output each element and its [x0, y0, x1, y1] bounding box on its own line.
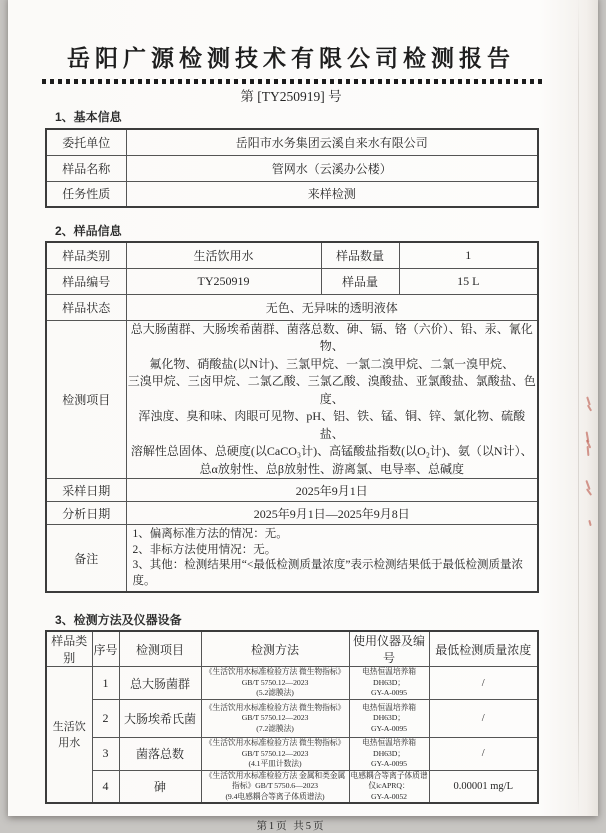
- method-line: GB/T 5750.12—2023: [241, 713, 309, 723]
- test-items-line: 氟化物、硝酸盐(以N计)、三氯甲烷、一氯二溴甲烷、二氯一溴甲烷、: [149, 356, 515, 371]
- instrument-line: DH63D；: [373, 713, 405, 723]
- row-value: 2025年9月1日—2025年9月8日: [126, 502, 538, 525]
- test-items-line: 溶解性总固体、总硬度(以CaCO₃计)、高锰酸盐指数(以O₂计)、氨（以N计）、: [130, 444, 533, 458]
- remarks-line: 2、非标方法使用情况：无。: [132, 543, 277, 556]
- column-header: 使用仪器及编号: [349, 631, 429, 667]
- instrument-cell: [349, 667, 429, 700]
- instrument-cell: [349, 770, 429, 803]
- table-row: [46, 700, 538, 738]
- method-line: (4.1平皿计数法): [248, 759, 302, 768]
- method-line: 指标》GB/T 5750.6—2023: [232, 781, 318, 790]
- row-label: 分析日期: [46, 502, 126, 525]
- remarks-line: 1、偏离标准方法的情况：无。: [132, 528, 288, 540]
- detection-limit-cell: /: [429, 667, 538, 700]
- seq-cell: 3: [92, 738, 119, 771]
- method-line: 《生活饮用水标准检验方法 微生物指标》: [204, 702, 346, 712]
- method-cell: [201, 667, 349, 700]
- table-row: [46, 181, 538, 207]
- stamp-stroke: [586, 488, 592, 496]
- table-row: [46, 294, 538, 320]
- row-label: 样品编号: [46, 268, 126, 294]
- instrument-line: 电热恒温培养箱: [362, 738, 416, 747]
- column-header: 检测项目: [119, 631, 201, 667]
- row-label: 备注: [46, 525, 126, 593]
- row-value: 来样检测: [126, 181, 538, 207]
- remarks-text: [126, 525, 538, 593]
- column-header: 最低检测质量浓度: [429, 631, 538, 667]
- instrument-line: 仪icAPRQ：: [368, 781, 410, 790]
- row-label: 任务性质: [46, 181, 126, 207]
- stamp-stroke: [588, 520, 591, 526]
- row-value: 管网水（云溪办公楼）: [126, 155, 538, 181]
- instrument-line: 电感耦合等离子体质谱: [350, 770, 428, 780]
- column-header: 序号: [92, 631, 119, 667]
- page-footer: 第1页 共5页: [256, 821, 326, 832]
- column-header: 检测方法: [201, 631, 349, 667]
- title-divider: [42, 79, 545, 84]
- table-row: [46, 738, 538, 771]
- table-header-row: [46, 631, 538, 667]
- instrument-cell: [349, 738, 429, 771]
- table-row: [46, 155, 538, 181]
- detection-limit-cell: /: [429, 700, 538, 738]
- sample-info-table: [45, 241, 539, 593]
- item-cell: 大肠埃希氏菌: [119, 700, 201, 738]
- instrument-line: GY-A-0095: [371, 759, 407, 768]
- method-line: (7.2滤膜法): [256, 723, 294, 733]
- row-label: 样品量: [321, 268, 399, 294]
- table-row: [46, 242, 538, 268]
- row-label: 样品状态: [46, 294, 126, 320]
- report-page: [8, 0, 598, 832]
- remarks-line: 3、其他：检测结果用“<最低检测质量浓度”表示检测结果低于最低检测质量浓度。: [132, 559, 523, 587]
- table-row: [46, 479, 538, 502]
- row-label: 样品类别: [46, 242, 126, 268]
- instrument-line: GY-A-0095: [371, 723, 407, 733]
- row-label: 委托单位: [46, 129, 126, 155]
- table-row: [46, 268, 538, 294]
- instrument-line: DH63D；: [373, 677, 405, 687]
- item-cell: 菌落总数: [119, 738, 201, 771]
- table-row: [46, 667, 538, 700]
- method-line: (9.4电感耦合等离子体质谱法): [225, 791, 325, 801]
- instrument-line: 电热恒温培养箱: [362, 702, 416, 712]
- edge-stamp-marks: [579, 394, 597, 569]
- seq-cell: 4: [92, 770, 119, 803]
- seq-cell: 1: [92, 667, 119, 700]
- row-label: 样品数量: [321, 242, 399, 268]
- report-title: 岳阳广源检测技术有限公司检测报告: [67, 45, 515, 71]
- row-value: 1: [399, 242, 538, 268]
- method-line: 《生活饮用水标准检验方法 微生物指标》: [204, 667, 346, 677]
- document-number: 第 [TY250919] 号: [240, 89, 342, 104]
- seq-cell: 2: [92, 700, 119, 738]
- row-label: 采样日期: [46, 479, 126, 502]
- test-items-line: 三溴甲烷、三卤甲烷、二氯乙酸、三氯乙酸、溴酸盐、亚氯酸盐、氯酸盐、色度、: [127, 374, 536, 406]
- detection-limit-cell: 0.00001 mg/L: [429, 770, 538, 803]
- detection-limit-cell: /: [429, 738, 538, 771]
- method-cell: [201, 738, 349, 771]
- test-items-list: [126, 320, 538, 479]
- row-value: 岳阳市水务集团云溪自来水有限公司: [126, 129, 538, 155]
- instrument-line: GY-A-0052: [371, 791, 407, 801]
- row-value: TY250919: [126, 268, 321, 294]
- table-row: [46, 129, 538, 155]
- row-value: 15 L: [399, 268, 538, 294]
- test-items-line: 浑浊度、臭和味、肉眼可见物、pH、铝、铁、锰、铜、锌、氯化物、硫酸盐、: [138, 409, 526, 441]
- instrument-cell: [349, 700, 429, 738]
- section-heading-sample-info: 2、样品信息: [55, 224, 122, 238]
- table-row: [46, 320, 538, 479]
- method-cell: [201, 770, 349, 803]
- stamp-stroke: [587, 404, 592, 411]
- row-value: 2025年9月1日: [126, 479, 538, 502]
- method-line: 《生活饮用水标准检验方法 微生物指标》: [204, 738, 346, 747]
- sample-category-cell: 生活饮用水: [46, 667, 92, 804]
- row-label: 检测项目: [46, 320, 126, 479]
- row-value: 无色、无异味的透明液体: [126, 294, 538, 320]
- method-cell: [201, 700, 349, 738]
- instrument-line: GY-A-0095: [371, 688, 407, 698]
- basic-info-table: [45, 128, 539, 208]
- test-items-line: 总大肠菌群、大肠埃希菌群、菌落总数、砷、镉、铬（六价）、铅、汞、氰化物、: [130, 321, 533, 353]
- method-line: GB/T 5750.12—2023: [241, 677, 309, 687]
- table-row: [46, 770, 538, 803]
- table-row: [46, 502, 538, 525]
- instrument-line: DH63D；: [373, 748, 405, 758]
- row-value: 生活饮用水: [126, 242, 321, 268]
- item-cell: 总大肠菌群: [119, 667, 201, 700]
- report-content: [45, 0, 537, 833]
- table-row: [46, 525, 538, 593]
- method-line: (5.2滤膜法): [256, 688, 294, 698]
- column-header: 样品类别: [46, 631, 92, 667]
- method-line: GB/T 5750.12—2023: [241, 748, 309, 758]
- methods-table: [45, 630, 539, 804]
- method-line: 《生活饮用水标准检验方法 金属和类金属: [204, 770, 346, 780]
- section-heading-methods: 3、检测方法及仪器设备: [55, 613, 182, 627]
- section-heading-basic-info: 1、基本信息: [55, 110, 122, 124]
- test-items-line: 总α放射性、总β放射性、游离氯、电导率、总碱度: [199, 461, 464, 476]
- item-cell: 砷: [119, 770, 201, 803]
- instrument-line: 电热恒温培养箱: [362, 667, 416, 677]
- row-label: 样品名称: [46, 155, 126, 181]
